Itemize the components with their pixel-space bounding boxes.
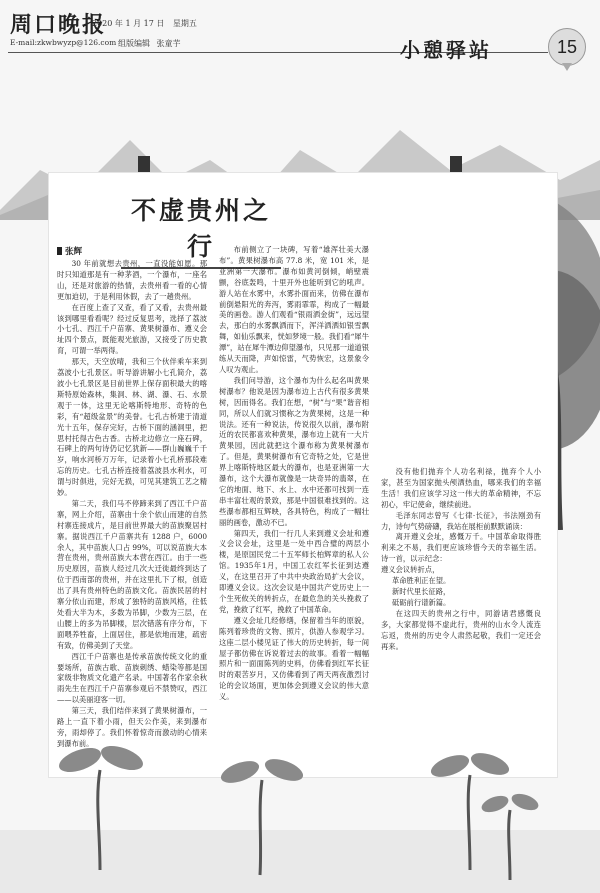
paper-name: 周口晚报 bbox=[10, 12, 107, 38]
paragraph: 在这四天的贵州之行中，同游诸君感慨良多，大家都觉得不虚此行，贵州的山水令人流连忘返，贵州的历史令人肃然起敬，我们一定还会再来。 bbox=[381, 608, 541, 651]
contact-email: E-mail:zkwbwyzp@126.com bbox=[10, 38, 117, 47]
article-author: 张辉 bbox=[57, 245, 82, 257]
paragraph: 离开遵义会址，感慨万千。中国革命取得胜利来之不易，我们更应该珍惜今天的幸福生活。诗一首，以示纪念： bbox=[381, 532, 541, 564]
paragraph: 西江千户苗寨也是传承苗族传统文化的重要场所，苗族古歌、苗族刺绣、蜡染等都是国家级非物质文化遗产名录。中国著名作家余秋雨先生在西江千户苗寨参观后不禁赞叹，西江——以美丽迎客一切。 bbox=[57, 651, 207, 705]
editor-credit bbox=[118, 38, 185, 49]
poem-line: 砥砺前行谱新篇。 bbox=[391, 597, 451, 607]
section-title: 小憩驿站 bbox=[400, 38, 492, 62]
paragraph: 第三天，我们结伴来到了黄果树瀑布，一路上一直下着小雨，但天公作美，来到瀑布旁，雨却停了。我们怀着惊奇而激动的心情来到瀑布前。 bbox=[57, 706, 207, 748]
issue-meta bbox=[92, 18, 203, 29]
paragraph: 那天，天空放晴，我和三个伙伴乘车来到荔波小七孔景区。听导游讲解小七孔简介，荔波小七孔景区是目前世界上保存面积最大的喀斯特原始森林，集洞、林、湖、瀑、石、水景观于一体，这里无论喀斯特地形、奇特的色彩，有“超级盆景”的美誉。七孔古桥建于清道光十五年，保存完好，古桥下面的涵洞里，把思村托得古色古香。古桥北边修立一座石碑，石碑上的两句诗仍记忆犹新——群山巍巍千千岁，响水河桥万万年，记录着小七孔桥那段难忘的历史。七孔古桥连接着荔波县水利水，可谓与时俱进，完好无损，可见其建筑工艺之精妙。 bbox=[57, 357, 207, 498]
paragraph: 我们问导游，这个瀑布为什么起名叫黄果树瀑布？他说是因为瀑布边上古代有很多黄果树，因而得名。我们在想，“树”与“果”谐音相同，所以人们就习惯称之为黄果树，这是一种说法。还有一种说法，传说很久以前，瀑布附近的农民都喜欢种黄果，瀑布边上就有一大片黄果园，因此就把这个瀑布称为黄果树瀑布了。但是，黄果树瀑布有它奇特之处，它是世界上喀斯特地区最大的瀑布，也是亚洲第一大瀑布，这个大瀑布就像是一块奇异的翡翠，在它的地面、地下、水上、水中还都可找到一连串丰富壮观的景致，那是中国很难找到的。这些瀑布都相互辉映，各具特色，构成了一幅壮丽的画卷，激动不已。 bbox=[219, 375, 369, 527]
editor-label: 组版编辑 bbox=[118, 39, 150, 48]
article-title: 不虚贵州之行 bbox=[121, 191, 281, 269]
paragraph: 30 年前就想去贵州，一直没能如愿。那时只知道那是有一种茅酒，一个瀑布，一座名山，还是对旅游的热情，去贵州看一看的心情更加迫切，于是利用休假，去了一趟贵州。 bbox=[57, 259, 207, 301]
editor-name: 张童芋 bbox=[156, 39, 181, 48]
paragraph: 布前侧立了一块碑，写着“雄浑壮美大瀑布”。黄果树瀑布高 77.8 米，宽 101 米，是亚洲第一大瀑布。瀑布如黄河倒倾，峭壁震颤，谷底轰鸣，十里开外也能听到它的吼声。游人站在水雾中，水雾扑面而来，仿佛在瀑布前倒悬阳光的奔泻，雾雨霏霏，构成了一幅最美的画卷。游人们观看“银雨洒金街”，远远望去，那白的水雾飘洒而下，浑洋洒洒如银雪飘舞，如仙乐飘来，恍如梦境一般。我们看“犀牛潭”，站在犀牛潭边仰望瀑布，只见那一道道银练从天而降，声如惊雷，气势恢宏，这景象令人叹为观止。 bbox=[219, 245, 369, 374]
page-number-badge: 15 bbox=[548, 28, 586, 66]
paragraph: 毛泽东同志曾写《七律·长征》，书法刚劲有力，诗句气势磅礴，我站在展柜前默默诵读： bbox=[381, 510, 541, 531]
paragraph: 没有他们抛弃个人功名利禄，抛弃个人小家，甚至为国家抛头颅洒热血，哪来我们的幸福生活！我们应该学习这一伟大的革命精神，不忘初心，牢记使命，继续前进。 bbox=[381, 467, 541, 509]
masthead bbox=[0, 0, 600, 70]
paragraph: 第四天，我们一行几人来到遵义会址和遵义会议会址，这里是一处中西合璧的两层小楼，是原国民党二十五军师长柏辉章的私人公馆。1935年1月，中国工农红军长征到达遵义，在这里召开了中共中央政治局扩大会议，即遵义会议。这次会议是中国共产党历史上一个生死攸关的转折点，在最危急的关头挽救了党，挽救了红军，挽救了中国革命。 bbox=[219, 528, 369, 614]
sprout-illustration bbox=[0, 680, 600, 893]
paragraph: 在百度上查了又查，看了又看，去贵州最该到哪里看看呢？经过反复思考，选择了荔波小七孔、西江千户苗寨、黄果树瀑布、遵义会址四个景点，既能观光旅游，又接受了历史教育，可谓一举两得。 bbox=[57, 302, 207, 356]
paragraph: 第二天，我们马不停蹄来到了西江千户苗寨，网上介绍，苗寨由十余个依山而建的自然村寨连接成片，是目前世界最大的苗族聚居村寨。据说西江千户苗寨共有 1288 户，6000 余人，其中苗族人口占 99%，可以说苗族大本营在贵州，贵州苗族大本营在西江。由于一些历史原因，苗族人经过几次大迁徙最终到达了位于西南部的贵州，并在这里扎下了根，创造出了具有贵州特色的苗族文化。苗族民居的村寨分依山而建，形成了独特的苗族风格，往低处看大半为木，多数为吊脚，少数为三层，在山腰上的多为吊脚楼，层次错落有序分布，下面喂养牲畜，上面居住，都是依地而建，疏密有致，仿佛美到了天堂。 bbox=[57, 498, 207, 650]
poem-line: 遵义会议转折点， bbox=[381, 565, 440, 575]
paragraph: 遵义会址几经修缮，保留着当年的原貌，陈列着珍贵的文物、照片，供游人参观学习。这座二层小楼见证了伟大的历史转折，每一间屋子都仿佛在诉说着过去的故事。看着一幅幅照片和一面面陈列的史料，仿佛看到红军长征时的艰苦岁月，又仿佛看到了两天两夜激烈讨论的会议场面，更加体会到遵义会议的伟大意义。 bbox=[219, 615, 369, 702]
poem-line: 革命胜利正在望。 bbox=[391, 576, 451, 586]
issue-weekday: 星期五 bbox=[172, 19, 197, 28]
poem-line: 新时代里长征路， bbox=[391, 586, 451, 596]
issue-date: 2020 年 1 月 17 日 bbox=[92, 19, 165, 28]
